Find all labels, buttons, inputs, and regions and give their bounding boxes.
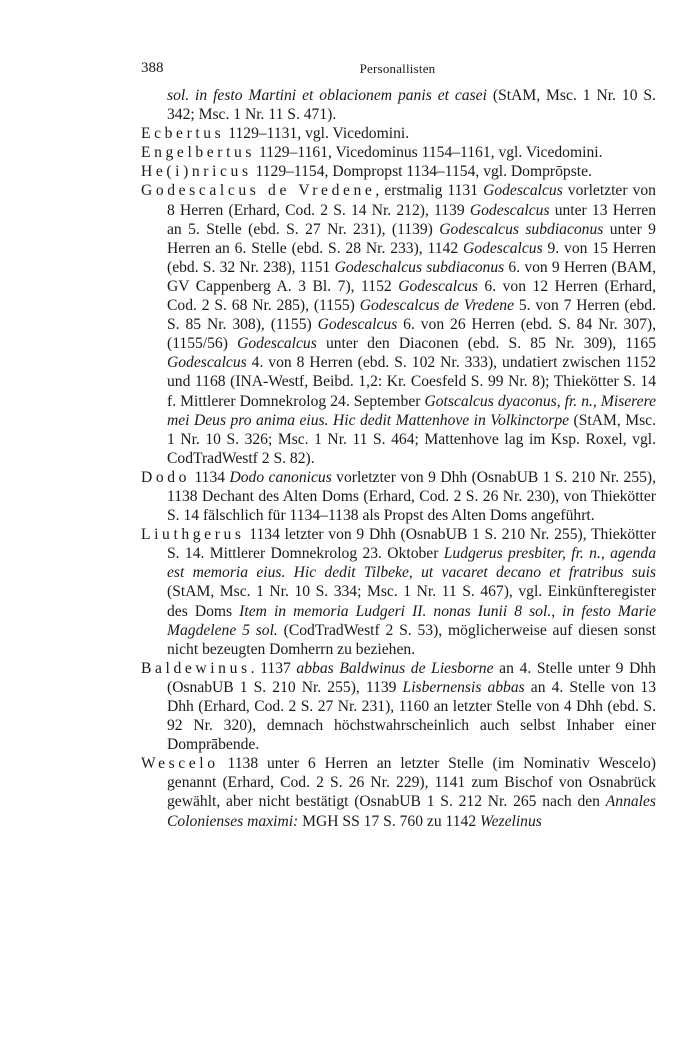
entry-text: , erstmalig 1131: [375, 182, 484, 200]
register-entry: [141, 143, 656, 162]
entry-text: 1129–1131, vgl. Vicedomini.: [224, 125, 410, 143]
italic-quote: Godescalcus: [167, 354, 247, 372]
register-entry: [141, 468, 656, 525]
page-number: 388: [141, 60, 164, 76]
entry-text: 4. von 8 Herren (ebd. S. 102 Nr. 333), undatiert zwischen 1152 und 1168 (INA-Westf, Beibd. 1,2: Kr. Coesfeld S. 99 Nr. 8); Thiekötter S. 14 f. Mittlerer Domnekrolog 24. September: [167, 354, 656, 410]
italic-quote: Godescalcus: [483, 182, 563, 200]
entry-text: an 4. Stelle unter 9 Dhh (OsnabUB 1 S. 210 Nr. 255), 1139: [167, 659, 656, 696]
entry-text: (StAM, Msc. 1 Nr. 10 S. 334; Msc. 1 Nr. 11 S. 467), vgl. Einkünfteregister des Doms: [167, 583, 656, 620]
italic-quote: Wezelinus: [480, 812, 542, 830]
entry-text: vorletzter von 8 Herren (Erhard, Cod. 2 S. 14 Nr. 212), 1139: [167, 182, 656, 219]
italic-quote: Godeschalcus subdiaconus: [334, 258, 505, 276]
italic-quote: Item in memoria Ludgeri II. nonas Iunii 8 sol., in festo Marie Magdelene 5 sol.: [167, 602, 656, 639]
running-head: [141, 60, 654, 80]
entry-text: unter den Diaconen (ebd. S. 85 Nr. 309), 1165: [316, 335, 656, 353]
entry-text: 6. von 12 Herren (Erhard, Cod. 2 S. 68 Nr. 285), (1155): [167, 277, 656, 315]
italic-quote: Ludgerus presbiter, fr. n., agenda est memoria eius. Hic dedit Tilbeke, ut vacaret decano et fratribus suis: [167, 545, 656, 582]
entry-text: 1129–1154, Dompropst 1134–1154, vgl. Domprōpste.: [251, 163, 592, 181]
entry-text: (StAM, Msc. 1 Nr. 10 S. 326; Msc. 1 Nr. 11 S. 464; Mattenhove lag im Ksp. Roxel, vgl. CodTradWestf 2 S. 82).: [167, 411, 656, 467]
italic-quote: Annales Colonienses maximi:: [167, 793, 656, 830]
register-entry: [141, 525, 656, 659]
entry-text: 1138 unter 6 Herren an letzter Stelle (im Nominativ Wescelo) genannt (Erhard, Cod. 2 S. 26 Nr. 229), 1141 zum Bischof von Osnabrück gewählt, aber nicht bestätigt (OsnabUB 1 S. 212 Nr. 265 nach den: [167, 755, 656, 811]
entry-text: 9. von 15 Herren (ebd. S. 32 Nr. 238), 1151: [167, 239, 656, 276]
italic-quote: Dodo canonicus: [229, 468, 332, 486]
entry-continuation: [141, 86, 656, 124]
italic-quote: abbas Baldwinus de Liesborne: [296, 659, 494, 677]
italic-quote: Godescalcus de Vredene: [359, 297, 514, 315]
person-name: Dodo: [141, 468, 191, 486]
entry-text: . 1137: [250, 659, 297, 677]
register-entry: [141, 162, 656, 181]
italic-quote: Godescalcus subdiaconus: [439, 220, 604, 238]
entry-text: (CodTradWestf 2 S. 53), möglicherweise auf diesen sonst nicht bezeugten Domherrn zu beziehen.: [167, 621, 656, 658]
entry-text: an 4. Stelle von 13 Dhh (Erhard, Cod. 2 S. 27 Nr. 231), 1160 an letzter Stelle von 4 Dhh (ebd. S. 92 Nr. 320), demnach höchstwahrscheinlich auch selbst Inhaber einer Domprābende.: [167, 678, 656, 754]
italic-quote: Gotscalcus dyaconus, fr. n., Miserere mei Deus pro anima eius. Hic dedit Mattenhove in Volkinctorpe: [167, 392, 657, 429]
person-name: Liuthgerus: [141, 526, 245, 544]
person-name: Ecbertus: [141, 125, 225, 143]
entry-text: 1134: [190, 468, 230, 486]
register-entry: [141, 659, 656, 754]
running-title: Personallisten: [359, 61, 436, 76]
italic-quote: Godescalcus: [469, 201, 550, 219]
register-text: [141, 86, 656, 831]
entry-text: 1129–1161, Vicedominus 1154–1161, vgl. Vicedomini.: [255, 144, 603, 162]
entry-text: MGH SS 17 S. 760 zu 1142: [298, 812, 481, 830]
entry-text: 5. von 7 Herren (ebd. S. 85 Nr. 308), (1155): [167, 297, 656, 334]
italic-quote: Godescalcus: [398, 277, 478, 295]
entry-text: 6. von 9 Herren (BAM, GV Cappenberg A. 3 Bl. 7), 1152: [167, 258, 657, 295]
register-entry: [141, 124, 656, 143]
entry-text: vorletzter von 9 Dhh (OsnabUB 1 S. 210 Nr. 255), 1138 Dechant des Alten Doms (Erhard, Cod. 2 S. 26 Nr. 230), von Thiekötter S. 14 fälschlich für 1134–1138 als Propst des Alten Doms angeführt.: [167, 468, 657, 525]
person-name: Engelbertus: [141, 144, 256, 162]
italic-quote: sol. in festo Martini et oblacionem panis et casei: [167, 87, 487, 104]
register-entry: [141, 181, 656, 467]
person-name: Godescalcus de Vredene: [141, 182, 376, 200]
entry-text: (StAM, Msc. 1 Nr. 10 S. 342; Msc. 1 Nr. 11 S. 471).: [167, 87, 656, 124]
person-name: Baldewinus: [141, 659, 251, 677]
entry-text: 1134 letzter von 9 Dhh (OsnabUB 1 S. 210 Nr. 255), Thiekötter S. 14. Mittlerer Domnekrolog 23. Oktober: [167, 526, 656, 563]
entry-text: unter 13 Herren an 5. Stelle (ebd. S. 27 Nr. 231), (1139): [167, 201, 656, 238]
italic-quote: Godescalcus: [462, 239, 543, 257]
entry-text: 6. von 26 Herren (ebd. S. 84 Nr. 307), (1155/56): [167, 316, 657, 353]
register-entry: [141, 754, 656, 830]
italic-quote: Godescalcus: [317, 316, 398, 334]
entry-text: unter 9 Herren an 6. Stelle (ebd. S. 28 Nr. 233), 1142: [167, 220, 656, 257]
italic-quote: Lisbernensis abbas: [402, 678, 525, 696]
italic-quote: Godescalcus: [237, 335, 317, 353]
person-name: He(i)nricus: [141, 163, 252, 181]
person-name: Wescelo: [141, 755, 219, 773]
